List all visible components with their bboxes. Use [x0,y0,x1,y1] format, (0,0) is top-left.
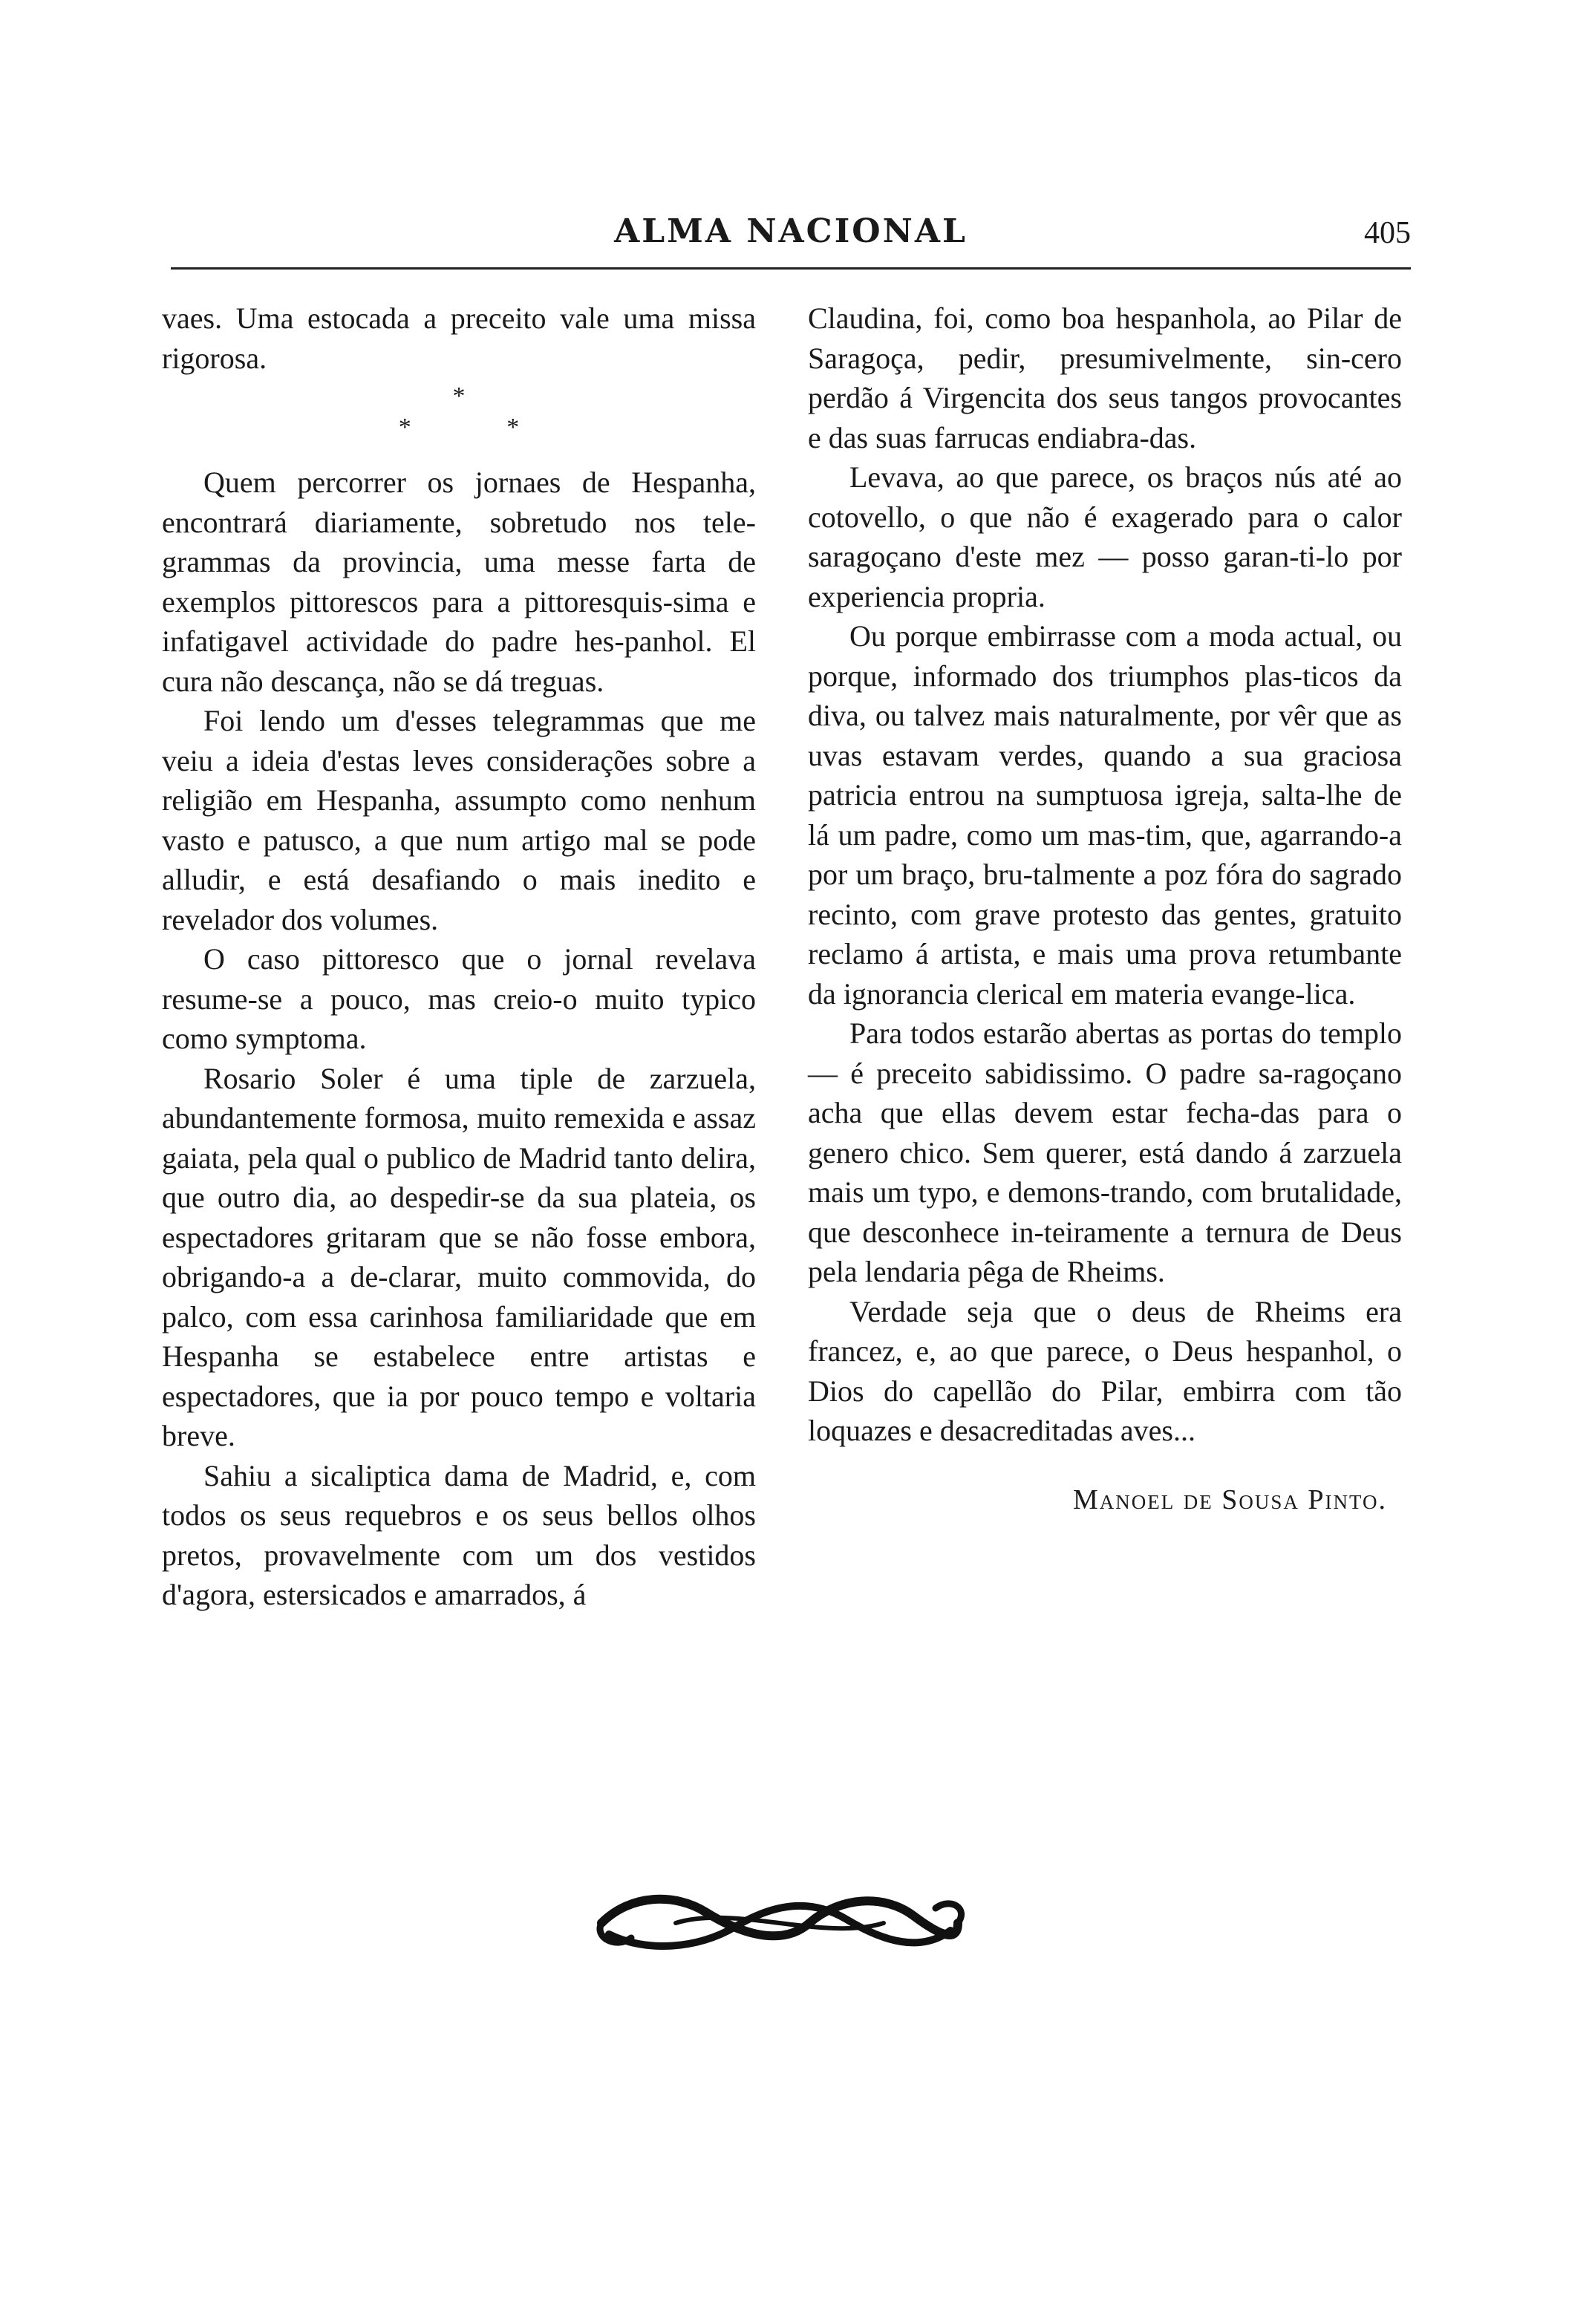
running-title: ALMA NACIONAL [614,212,968,250]
paragraph: O caso pittoresco que o jornal revelava resume-se a pouco, mas creio-o muito typico como symptoma. [162,942,756,1055]
paragraph: Sahiu a sicaliptica dama de Madrid, e, com todos os seus requebros e os seus bellos olhos pretos, provavelmente com um dos vestidos d'agora, estersicados e amarrados, á [162,1458,756,1611]
page-header [171,212,1411,272]
paragraph: Levava, ao que parece, os braços nús até ao cotovello, o que não é exagerado para o calor saragoçano d'este mez — posso garan-ti-lo por experiencia propria. [808,460,1402,613]
paragraph: Rosario Soler é uma tiple de zarzuela, abundantemente formosa, muito remexida e assaz gaiata, pela qual o publico de Madrid tanto delira, que outro dia, ao despedir-se da sua plateia, os espectadores gritaram que se não fosse embora, obrigando-a a de-clarar, muito commovida, do palco, com essa carinhosa familiaridade que em Hespanha se estabelece entre artistas e espectadores, que ia por pouco tempo e voltaria breve. [162,1061,756,1452]
paragraph: Verdade seja que o deus de Rheims era francez, e, ao que parece, o Deus hespanhol, o Dios do capellão do Pilar, embirra com tão loquazes e desacreditadas aves... [808,1294,1402,1447]
paragraph: Foi lendo um d'esses telegrammas que me veiu a ideia d'estas leves considerações sobre a religião em Hespanha, assumpto como nenhum vasto e patusco, a que num artigo mal se pode alludir, e está desafiando o mais inedito e revelador dos volumes. [162,704,756,936]
section-break-asterisks [162,381,756,443]
paragraph: vaes. Uma estocada a preceito vale uma missa rigorosa. [162,301,756,375]
page-number: 405 [1364,216,1411,250]
asterism-top: * [452,382,466,410]
paragraph: Ou porque embirrasse com a moda actual, ou porque, informado dos triumphos plas-ticos da diva, ou talvez mais naturalmente, por vêr que as uvas estavam verdes, quando a sua graciosa patricia entrou na sumptuosa igreja, salta-lhe de lá um padre, como um mas-tim, que, agarrando-a por um braço, bru-talmente a poz fóra do sagrado recinto, com grave protesto das gentes, gratuito reclamo á artista, e mais uma prova retumbante da ignorancia clerical em materia evange-lica. [808,619,1402,1011]
header-rule [171,267,1411,270]
asterism-bottom: * * [398,414,564,441]
left-column [162,298,756,1615]
author-signature: Manoel de Sousa Pinto. [1072,1483,1387,1515]
paragraph: Quem percorrer os jornaes de Hespanha, encontrará diariamente, sobretudo nos tele-grammas da provincia, uma messe farta de exemplos pittorescos para a pittoresquis-sima e infatigavel actividade do padre hes-panhol. El cura não descança, não se dá treguas. [162,466,756,698]
paragraph: Para todos estarão abertas as portas do templo — é preceito sabidissimo. O padre sa-ragoçano acha que ellas devem estar fecha-das para o genero chico. Sem querer, está dando á zarzuela mais um typo, e demons-trando, com brutalidade, que desconhece in-teiramente a ternura de Deus pela lendaria pêga de Rheims. [808,1016,1402,1288]
paragraph: Claudina, foi, como boa hespanhola, ao Pilar de Saragoça, pedir, presumivelmente, sin-cero perdão á Virgencita dos seus tangos provocantes e das suas farrucas endiabra-das. [808,301,1402,454]
scroll-ornament-icon [587,1879,973,1968]
right-column [808,298,1402,1520]
